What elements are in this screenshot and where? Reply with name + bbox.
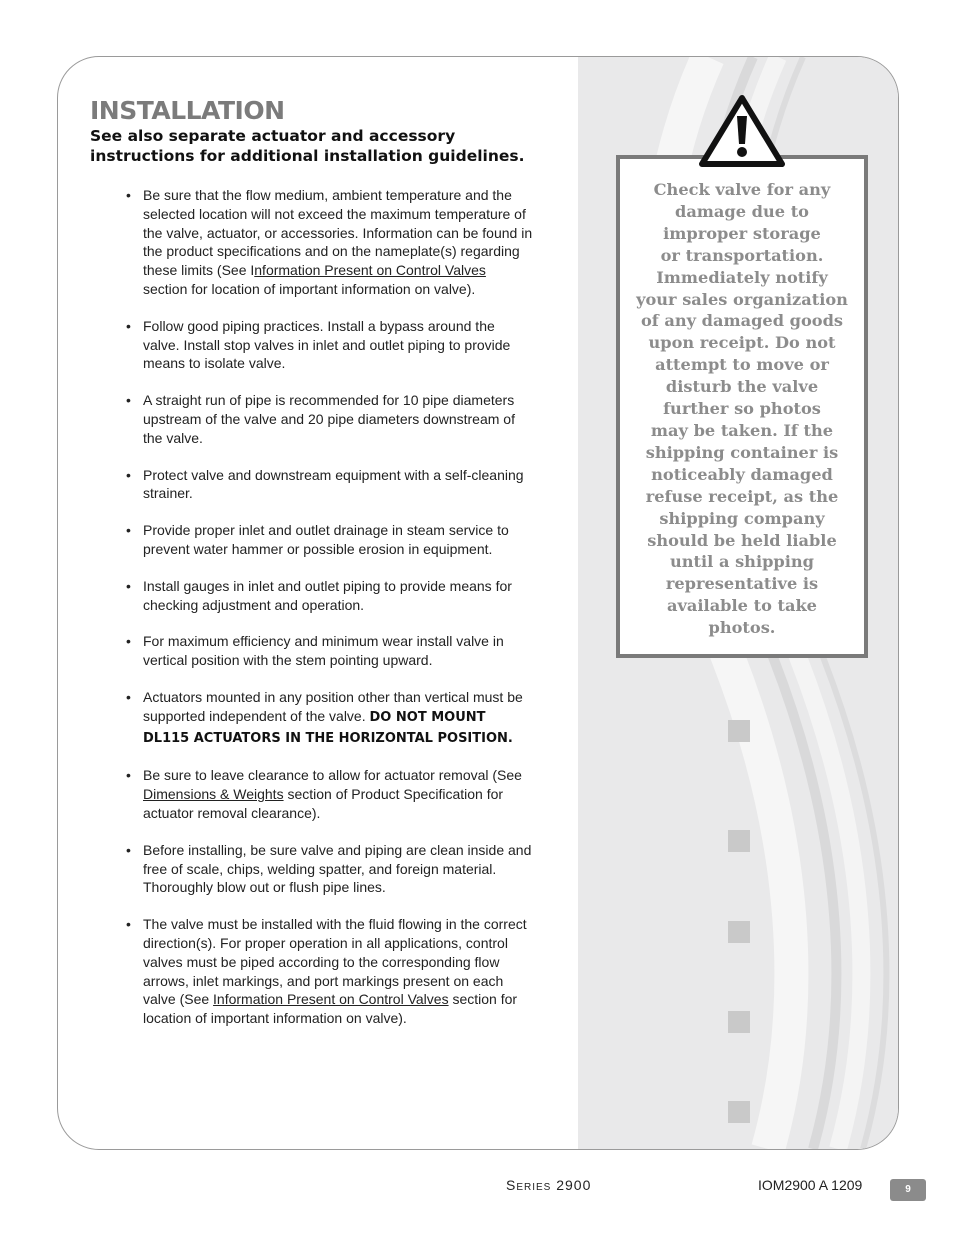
warning-line: improper storage [663, 223, 821, 243]
decor-square [728, 1101, 750, 1123]
item-text: The valve must be installed with the fluid flowing in the correct direction(s). For proper operation in all applications, control valves must be piped according to the corresponding flow arrows, inlet markings, and port markings present on each valve (See [143, 916, 527, 1008]
bullet: • [126, 317, 131, 334]
warning-line: shipping company [659, 508, 825, 528]
item-text: Be sure to leave clearance to allow for actuator removal (See [143, 767, 522, 784]
bullet: • [126, 841, 131, 858]
page-title: INSTALLATION [90, 96, 285, 125]
list-item [124, 915, 534, 1028]
warning-line: shipping container is [645, 442, 839, 462]
bullet: • [126, 916, 131, 933]
list-item [124, 521, 534, 559]
item-text: Follow good piping practices. Install a bypass around the valve. Install stop valves in inlet and outlet piping to provide means to isolate valve. [143, 317, 511, 372]
page-number-badge: 9 [890, 1179, 926, 1201]
list-item [124, 766, 534, 822]
list-item [124, 466, 534, 504]
decor-square [728, 830, 750, 852]
warning-line: photos. [708, 618, 776, 638]
warning-line: may be taken. If the [650, 420, 834, 440]
warning-line: Check valve for any [653, 180, 831, 199]
bullet: • [126, 187, 131, 203]
installation-list [124, 186, 534, 1046]
warning-line: noticeably damaged [651, 464, 833, 484]
dimensions-link[interactable]: Dimensions & Weights [143, 786, 284, 803]
list-item [124, 186, 534, 299]
warning-triangle-icon [698, 94, 786, 168]
list-item [124, 841, 534, 897]
item-text: Actuators mounted in any position other than vertical must be supported independent of the valve. [143, 688, 523, 724]
info-link[interactable]: nformation Present on Control Valves [254, 262, 486, 279]
item-text: For maximum efficiency and minimum wear install valve in vertical position with the stem pointing upward. [143, 633, 504, 669]
item-text: Be sure that the flow medium, ambient temperature and the selected location will not exceed the maximum temperature of the valve, actuator, or accessories. Information can be found in the product specifications and on the nameplate(s) regarding these limits (See I [143, 187, 533, 279]
warning-line: further so photos [663, 399, 821, 419]
footer-document-code: IOM2900 A 1209 [758, 1177, 863, 1193]
item-text: Provide proper inlet and outlet drainage in steam service to prevent water hammer or possible erosion in equipment. [143, 522, 509, 557]
warning-line: refuse receipt, as the [645, 486, 839, 506]
decor-square [728, 720, 750, 742]
bullet: • [126, 466, 131, 483]
bullet: • [126, 767, 131, 784]
warning-line: or transportation. [660, 245, 824, 265]
item-text: section of Product Specification for actuator removal clearance). [143, 786, 504, 821]
item-text: A straight run of pipe is recommended for 10 pipe diameters upstream of the valve and 20 pipe diameters downstream of the valve. [143, 392, 515, 446]
bullet: • [126, 392, 131, 409]
warning-line: available to take [667, 596, 817, 616]
decor-square [728, 1011, 750, 1033]
list-item [124, 391, 534, 447]
warning-line: damage due to [675, 201, 809, 221]
footer-series: Series 2900 [506, 1177, 592, 1193]
list-item [124, 632, 534, 670]
warning-text [632, 179, 852, 639]
warning-line: until a shipping [670, 552, 814, 572]
item-text: section for location of important information on valve). [143, 991, 518, 1027]
item-text: Protect valve and downstream equipment with a self-cleaning strainer. [143, 466, 524, 502]
info-link[interactable]: Information Present on Control Valves [213, 991, 449, 1008]
list-item [124, 688, 534, 748]
bullet: • [126, 688, 131, 705]
item-text: Install gauges in inlet and outlet piping to provide means for checking adjustment and operation. [143, 577, 512, 613]
warning-line: disturb the valve [665, 377, 819, 397]
warning-line: should be held liable [647, 530, 837, 550]
item-text: section for location of important information on valve). [143, 280, 476, 297]
bullet: • [126, 522, 131, 539]
warning-line: your sales organization [636, 289, 848, 309]
page-subtitle: See also separate actuator and accessory instructions for additional installation guidelines. [90, 127, 525, 165]
item-text: Before installing, be sure valve and piping are clean inside and free of scale, chips, welding spatter, and foreign material. Thoroughly blow out or flush pipe lines. [143, 841, 532, 896]
bullet: • [126, 633, 131, 650]
list-item [124, 577, 534, 615]
decor-square [728, 921, 750, 943]
warning-box [616, 155, 868, 658]
warning-line: representative is [665, 574, 819, 594]
bullet: • [126, 577, 131, 594]
mounting-warning: DO NOT MOUNT DL115 ACTUATORS IN THE HORIZONTAL POSITION. [143, 709, 513, 746]
warning-line: upon receipt. Do not [648, 333, 836, 353]
warning-line: of any damaged goods [640, 311, 844, 331]
warning-line: Immediately notify [656, 267, 828, 287]
list-item [124, 317, 534, 373]
warning-line: attempt to move or [655, 355, 829, 375]
